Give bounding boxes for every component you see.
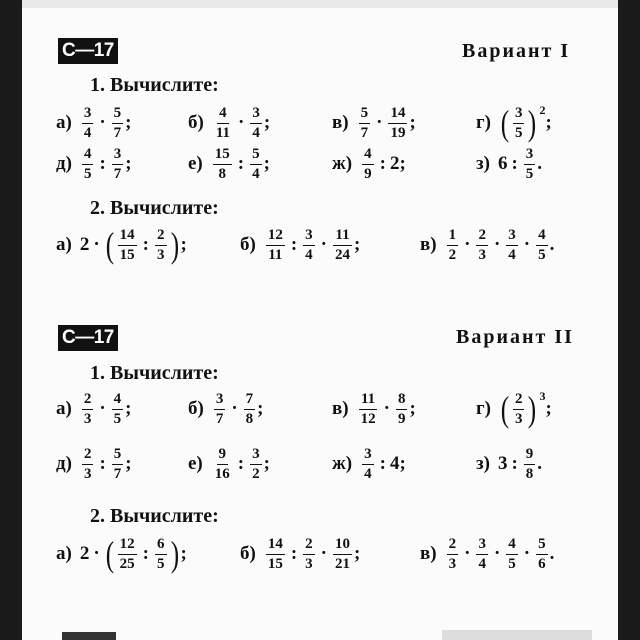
fraction bbox=[524, 446, 536, 483]
punctuation: ; bbox=[399, 453, 406, 474]
integer: 2 bbox=[79, 234, 90, 255]
operator: · bbox=[320, 234, 327, 255]
fraction bbox=[266, 227, 285, 264]
right-paren: ) bbox=[170, 225, 179, 265]
fraction bbox=[536, 536, 548, 573]
denominator: 3 bbox=[83, 465, 92, 482]
punctuation: . bbox=[549, 543, 555, 564]
operator: · bbox=[93, 543, 100, 564]
punctuation: ; bbox=[545, 112, 552, 133]
exercise-label: а) bbox=[56, 234, 72, 255]
v1-task2-row bbox=[22, 219, 618, 271]
exercise-label: в) bbox=[420, 543, 437, 564]
numerator: 3 bbox=[513, 105, 525, 124]
operator: · bbox=[493, 543, 501, 564]
exercise-label: е) bbox=[188, 453, 203, 474]
fraction bbox=[359, 391, 378, 428]
fraction bbox=[362, 146, 374, 183]
numerator: 3 bbox=[506, 227, 518, 246]
v2-task1-row2 bbox=[22, 438, 618, 490]
fraction bbox=[250, 105, 262, 142]
exercise-item bbox=[56, 528, 187, 580]
denominator: 2 bbox=[252, 465, 260, 482]
fraction bbox=[213, 146, 232, 183]
numerator: 11 bbox=[333, 227, 351, 246]
exercise-item bbox=[476, 138, 542, 190]
operator: · bbox=[523, 543, 531, 564]
numerator: 2 bbox=[82, 446, 94, 465]
operator: · bbox=[99, 398, 106, 419]
fraction bbox=[396, 391, 408, 428]
right-paren: ) bbox=[528, 389, 537, 429]
operator: : bbox=[511, 153, 518, 174]
denominator: 4 bbox=[83, 124, 92, 141]
denominator: 5 bbox=[157, 555, 165, 572]
fraction bbox=[303, 227, 315, 264]
numerator: 5 bbox=[112, 446, 124, 465]
numerator: 14 bbox=[118, 227, 137, 246]
punctuation: ; bbox=[263, 453, 270, 474]
fraction bbox=[250, 146, 262, 183]
denominator: 5 bbox=[508, 555, 516, 572]
exercise-item bbox=[332, 383, 416, 435]
fraction bbox=[476, 227, 488, 264]
fraction bbox=[82, 146, 94, 183]
operator: · bbox=[376, 112, 383, 133]
denominator: 6 bbox=[538, 555, 546, 572]
exercise-label: а) bbox=[56, 543, 72, 564]
operator: · bbox=[383, 398, 390, 419]
integer: 6 bbox=[497, 153, 508, 174]
denominator: 16 bbox=[214, 465, 230, 482]
fraction bbox=[506, 227, 518, 264]
numerator: 4 bbox=[506, 536, 518, 555]
exercise-label: а) bbox=[56, 112, 72, 133]
fraction bbox=[118, 227, 137, 264]
numerator: 3 bbox=[112, 146, 124, 165]
numerator: 2 bbox=[476, 227, 488, 246]
numerator: 5 bbox=[112, 105, 124, 124]
exercise-label: б) bbox=[188, 398, 204, 419]
operator: : bbox=[142, 543, 149, 564]
denominator: 7 bbox=[113, 465, 122, 482]
fraction bbox=[112, 391, 124, 428]
fraction bbox=[112, 446, 124, 483]
denominator: 3 bbox=[157, 246, 165, 263]
punctuation: ; bbox=[125, 112, 132, 133]
exercise-label: з) bbox=[476, 453, 490, 474]
operator: : bbox=[142, 234, 149, 255]
fraction bbox=[82, 105, 94, 142]
exercise-label: ж) bbox=[332, 453, 353, 474]
punctuation: ; bbox=[263, 112, 271, 133]
denominator: 9 bbox=[397, 410, 406, 427]
punctuation: ; bbox=[545, 398, 552, 419]
fraction bbox=[513, 105, 525, 142]
denominator: 4 bbox=[508, 246, 516, 263]
exercise-label: в) bbox=[332, 398, 349, 419]
fraction bbox=[250, 446, 262, 483]
fraction bbox=[506, 536, 518, 573]
exercise-label: в) bbox=[332, 112, 349, 133]
v1-task1-title: 1. Вычислите: bbox=[90, 74, 219, 96]
denominator: 11 bbox=[215, 124, 231, 141]
punctuation: ; bbox=[180, 234, 187, 255]
denominator: 3 bbox=[478, 246, 486, 263]
denominator: 12 bbox=[360, 410, 376, 427]
fraction bbox=[476, 536, 488, 573]
fraction bbox=[155, 536, 167, 573]
v2-task2-title: 2. Вычислите: bbox=[90, 505, 219, 527]
exercise-label: г) bbox=[476, 112, 491, 133]
fraction bbox=[388, 105, 407, 142]
punctuation: ; bbox=[125, 153, 132, 174]
numerator: 4 bbox=[82, 146, 94, 165]
fraction bbox=[82, 446, 94, 483]
left-paren: ( bbox=[105, 225, 114, 265]
integer: 2 bbox=[79, 543, 90, 564]
operator: : bbox=[99, 153, 106, 174]
punctuation: ; bbox=[125, 398, 132, 419]
numerator: 5 bbox=[359, 105, 371, 124]
fraction bbox=[536, 227, 548, 264]
exercise-item bbox=[420, 528, 554, 580]
v1-task1-row2 bbox=[22, 138, 618, 190]
operator: · bbox=[464, 234, 471, 255]
operator: : bbox=[237, 153, 245, 174]
numerator: 14 bbox=[388, 105, 407, 124]
numerator: 2 bbox=[82, 391, 94, 410]
denominator: 24 bbox=[335, 246, 350, 263]
integer: 4 bbox=[389, 453, 400, 474]
page-top-edge bbox=[22, 0, 618, 8]
punctuation: ; bbox=[257, 398, 264, 419]
denominator: 5 bbox=[514, 124, 523, 141]
numerator: 2 bbox=[155, 227, 167, 246]
exercise-label: б) bbox=[188, 112, 204, 133]
exercise-label: е) bbox=[188, 153, 203, 174]
numerator: 7 bbox=[244, 391, 256, 410]
numerator: 11 bbox=[359, 391, 377, 410]
next-variant-title-fragment bbox=[442, 630, 592, 640]
numerator: 3 bbox=[303, 227, 315, 246]
numerator: 3 bbox=[250, 105, 262, 124]
exercise-label: з) bbox=[476, 153, 490, 174]
denominator: 3 bbox=[305, 555, 313, 572]
right-paren: ) bbox=[528, 103, 537, 143]
exercise-item bbox=[56, 219, 187, 271]
integer: 2 bbox=[389, 153, 400, 174]
denominator: 5 bbox=[525, 165, 534, 182]
fraction bbox=[112, 146, 124, 183]
denominator: 7 bbox=[113, 124, 122, 141]
punctuation: ; bbox=[354, 543, 361, 564]
operator: · bbox=[493, 234, 501, 255]
denominator: 8 bbox=[525, 465, 534, 482]
punctuation: . bbox=[549, 234, 555, 255]
denominator: 3 bbox=[514, 410, 523, 427]
fraction bbox=[333, 536, 352, 573]
numerator: 3 bbox=[82, 105, 94, 124]
exercise-item bbox=[188, 383, 264, 435]
numerator: 4 bbox=[362, 146, 374, 165]
operator: · bbox=[231, 398, 238, 419]
numerator: 3 bbox=[250, 446, 262, 465]
denominator: 9 bbox=[364, 165, 372, 182]
numerator: 9 bbox=[217, 446, 229, 465]
denominator: 5 bbox=[113, 410, 122, 427]
numerator: 3 bbox=[476, 536, 488, 555]
numerator: 2 bbox=[303, 536, 315, 555]
exercise-label: в) bbox=[420, 234, 437, 255]
fraction bbox=[155, 227, 167, 264]
operator: : bbox=[290, 543, 298, 564]
fraction bbox=[524, 146, 536, 183]
fraction bbox=[359, 105, 371, 142]
v2-task1-title: 1. Вычислите: bbox=[90, 362, 219, 384]
next-variant-badge-fragment bbox=[62, 632, 116, 640]
exercise-label: б) bbox=[240, 543, 256, 564]
v1-task2-title: 2. Вычислите: bbox=[90, 197, 219, 219]
denominator: 11 bbox=[268, 246, 283, 263]
fraction bbox=[333, 227, 352, 264]
exercise-label: а) bbox=[56, 398, 72, 419]
worksheet-page bbox=[22, 0, 618, 640]
operator: · bbox=[238, 112, 245, 133]
fraction bbox=[303, 536, 315, 573]
fraction bbox=[513, 391, 525, 428]
denominator: 8 bbox=[245, 410, 254, 427]
denominator: 4 bbox=[364, 465, 372, 482]
denominator: 5 bbox=[83, 165, 92, 182]
denominator: 3 bbox=[83, 410, 92, 427]
numerator: 5 bbox=[536, 536, 548, 555]
exercise-item bbox=[56, 383, 132, 435]
exercise-item bbox=[188, 438, 270, 490]
denominator: 25 bbox=[119, 555, 135, 572]
exercise-item bbox=[476, 438, 542, 490]
exercise-item bbox=[332, 138, 406, 190]
v2-task1-row1 bbox=[22, 383, 618, 435]
numerator: 3 bbox=[362, 446, 374, 465]
denominator: 21 bbox=[335, 555, 350, 572]
fraction bbox=[118, 536, 137, 573]
numerator: 4 bbox=[112, 391, 124, 410]
exponent: 3 bbox=[539, 388, 546, 403]
numerator: 4 bbox=[536, 227, 548, 246]
denominator: 15 bbox=[119, 246, 135, 263]
denominator: 7 bbox=[113, 165, 122, 182]
punctuation: ; bbox=[399, 153, 406, 174]
exercise-item bbox=[240, 528, 360, 580]
denominator: 7 bbox=[360, 124, 369, 141]
operator: · bbox=[320, 543, 327, 564]
denominator: 8 bbox=[218, 165, 227, 182]
denominator: 5 bbox=[538, 246, 546, 263]
denominator: 19 bbox=[390, 124, 406, 141]
exercise-item bbox=[240, 219, 360, 271]
numerator: 14 bbox=[266, 536, 285, 555]
punctuation: ; bbox=[125, 453, 132, 474]
operator: · bbox=[99, 112, 106, 133]
numerator: 12 bbox=[266, 227, 285, 246]
v2-task2-row bbox=[22, 528, 618, 580]
exercise-item bbox=[476, 383, 552, 435]
operator: : bbox=[379, 453, 386, 474]
numerator: 2 bbox=[513, 391, 525, 410]
exercise-item bbox=[56, 438, 132, 490]
exercise-label: д) bbox=[56, 453, 72, 474]
numerator: 12 bbox=[118, 536, 137, 555]
exercise-label: б) bbox=[240, 234, 256, 255]
operator: · bbox=[523, 234, 531, 255]
exercise-label: д) bbox=[56, 153, 72, 174]
numerator: 8 bbox=[396, 391, 408, 410]
denominator: 4 bbox=[305, 246, 313, 263]
fraction bbox=[447, 227, 459, 264]
punctuation: ; bbox=[180, 543, 187, 564]
denominator: 4 bbox=[478, 555, 486, 572]
exercise-item bbox=[332, 438, 406, 490]
fraction bbox=[214, 391, 226, 428]
operator: · bbox=[93, 234, 100, 255]
numerator: 3 bbox=[214, 391, 226, 410]
fraction bbox=[82, 391, 94, 428]
exercise-item bbox=[420, 219, 554, 271]
punctuation: ; bbox=[409, 398, 416, 419]
left-paren: ( bbox=[105, 534, 114, 574]
exercise-item bbox=[56, 138, 132, 190]
exponent: 2 bbox=[539, 102, 546, 117]
exercise-label: г) bbox=[476, 398, 491, 419]
fraction bbox=[244, 391, 256, 428]
fraction bbox=[447, 536, 459, 573]
operator: : bbox=[290, 234, 298, 255]
left-paren: ( bbox=[500, 389, 510, 429]
denominator: 7 bbox=[215, 410, 224, 427]
numerator: 15 bbox=[213, 146, 232, 165]
operator: : bbox=[379, 153, 386, 174]
integer: 3 bbox=[497, 453, 508, 474]
numerator: 9 bbox=[524, 446, 536, 465]
denominator: 15 bbox=[267, 555, 283, 572]
punctuation: ; bbox=[263, 153, 270, 174]
power-expression bbox=[499, 103, 546, 143]
exercise-item bbox=[188, 138, 270, 190]
numerator: 4 bbox=[217, 105, 229, 124]
operator: : bbox=[99, 453, 106, 474]
variant-2-badge: С—17 bbox=[58, 325, 118, 351]
numerator: 6 bbox=[155, 536, 167, 555]
fraction bbox=[112, 105, 124, 142]
denominator: 4 bbox=[252, 165, 260, 182]
punctuation: . bbox=[537, 153, 543, 174]
exercise-label: ж) bbox=[332, 153, 353, 174]
variant-1-badge: С—17 bbox=[58, 38, 118, 64]
numerator: 5 bbox=[250, 146, 262, 165]
operator: : bbox=[237, 453, 245, 474]
variant-1-title: Вариант I bbox=[462, 40, 571, 62]
right-paren: ) bbox=[170, 534, 179, 574]
fraction bbox=[362, 446, 374, 483]
fraction bbox=[213, 446, 232, 483]
numerator: 2 bbox=[447, 536, 459, 555]
variant-2-title: Вариант II bbox=[456, 326, 574, 348]
power-expression bbox=[499, 389, 546, 429]
denominator: 2 bbox=[448, 246, 457, 263]
punctuation: . bbox=[537, 453, 543, 474]
punctuation: ; bbox=[409, 112, 416, 133]
numerator: 10 bbox=[333, 536, 352, 555]
punctuation: ; bbox=[354, 234, 361, 255]
denominator: 3 bbox=[448, 555, 457, 572]
numerator: 3 bbox=[524, 146, 536, 165]
denominator: 4 bbox=[252, 124, 260, 141]
numerator: 1 bbox=[447, 227, 459, 246]
fraction bbox=[214, 105, 232, 142]
fraction bbox=[266, 536, 285, 573]
operator: · bbox=[464, 543, 471, 564]
left-paren: ( bbox=[500, 103, 510, 143]
operator: : bbox=[511, 453, 518, 474]
